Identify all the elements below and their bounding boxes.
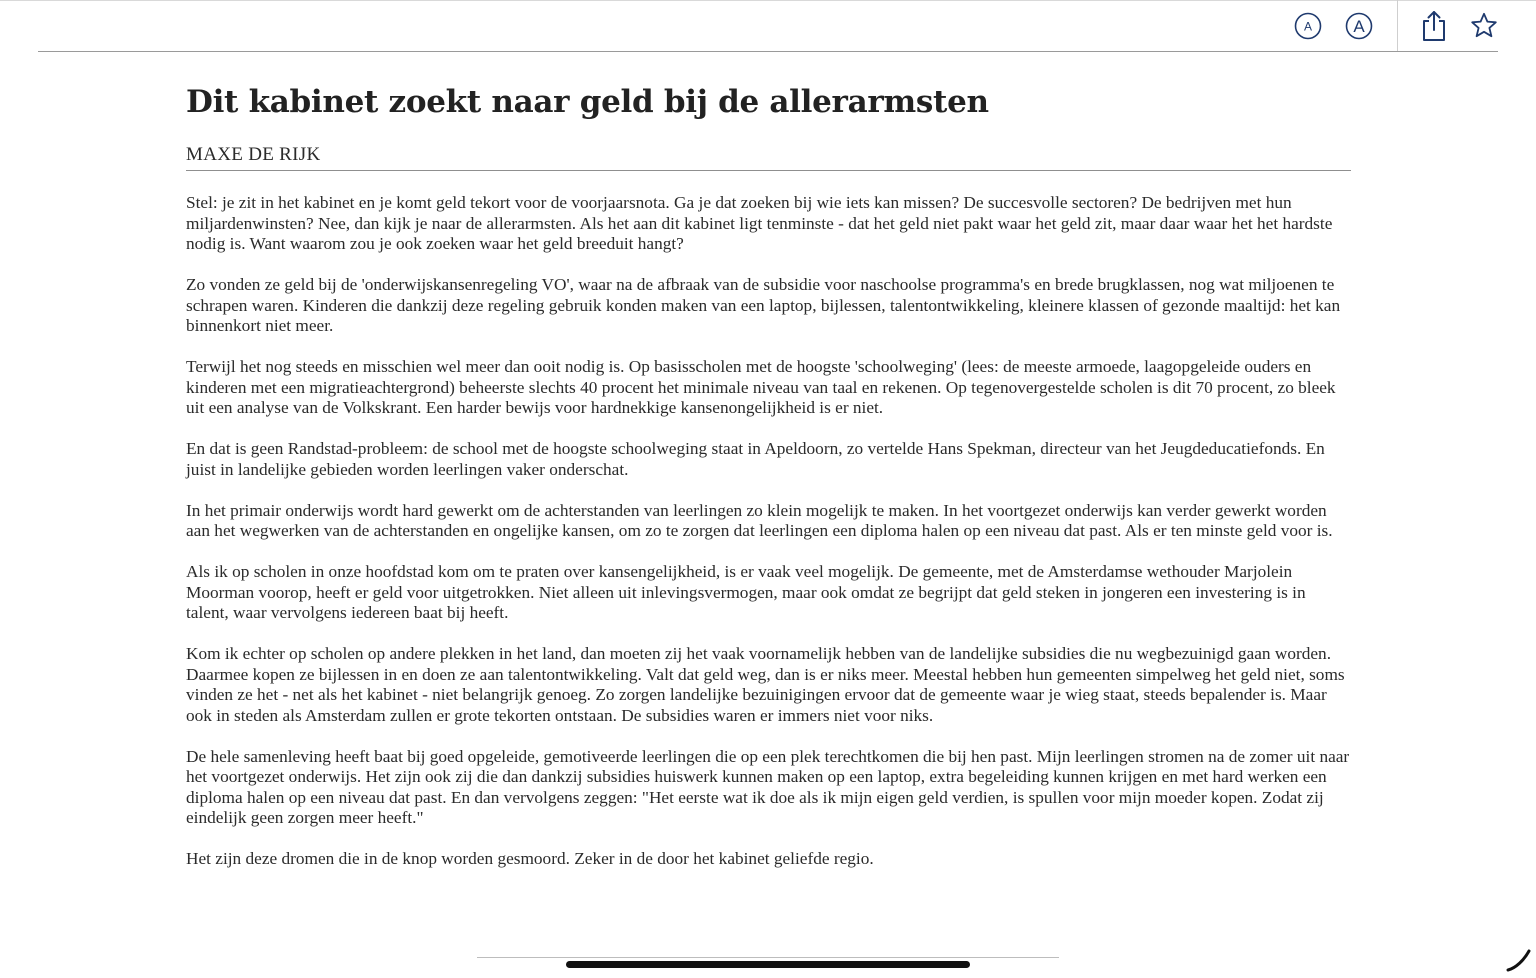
font-larger-letter: A bbox=[1353, 17, 1365, 36]
toolbar-separator bbox=[1397, 0, 1398, 51]
article-paragraph: De hele samenleving heeft baat bij goed opgeleide, gemotiveerde leerlingen die op een plek terechtkomen die bij hen past. Mijn leerlingen stromen na de zomer uit naar het voortgezet onderwijs. Het zijn ook zij die dan dankzij subsidies huiswerk kunnen maken op een laptop, extra begeleiding kunnen krijgen en met hard werken een diploma halen op een niveau dat past. En dan vervolgens zeggen: "Het eerste wat ik doe als ik mijn eigen geld verdien, is spullen voor mijn moeder kopen. Zodat zij eindelijk geen zorgen meer heeft." bbox=[186, 746, 1350, 827]
font-smaller-icon bbox=[1293, 11, 1323, 41]
share-icon bbox=[1420, 9, 1448, 43]
star-icon bbox=[1469, 11, 1499, 41]
article-title: Dit kabinet zoekt naar geld bij de allerarmsten bbox=[186, 84, 989, 120]
article bbox=[186, 80, 1351, 890]
article-paragraph: Stel: je zit in het kabinet en je komt geld tekort voor de voorjaarsnota. Ga je dat zoeken bij wie iets kan missen? De succesvolle sectoren? De bedrijven met hun miljardenwinsten? Nee, dan kijk je naar de allerarmsten. Als het aan dit kabinet ligt tenminste - dat het geld niet pakt waar het geld zit, maar daar waar het het hardste nodig is. Want waarom zou je ook zoeken waar het geld breeduit hangt? bbox=[186, 193, 1333, 253]
pencil-icon[interactable] bbox=[1502, 948, 1532, 972]
font-larger-button[interactable] bbox=[1339, 6, 1379, 46]
article-paragraph: Het zijn deze dromen die in de knop worden gesmoord. Zeker in de door het kabinet geliefde regio. bbox=[186, 849, 874, 868]
font-larger-icon bbox=[1344, 11, 1374, 41]
share-button[interactable] bbox=[1414, 6, 1454, 46]
article-paragraph: Als ik op scholen in onze hoofdstad kom om te praten over kansengelijkheid, is er vaak veel mogelijk. De gemeente, met de Amsterdamse wethouder Marjolein Moorman voorop, heeft er geld voor uitgetrokken. Niet alleen uit inlevingsvermogen, maar ook omdat ze begrijpt dat geld steken in jongeren een investering is in talent, waar vervolgens iedereen baat bij heeft. bbox=[186, 562, 1306, 622]
article-paragraph: En dat is geen Randstad-probleem: de school met de hoogste schoolweging staat in Apeldoorn, zo vertelde Hans Spekman, directeur van het Jeugdeducatiefonds. En juist in landelijke gebieden worden leerlingen vaker onderschat. bbox=[186, 439, 1325, 479]
bookmark-button[interactable] bbox=[1464, 6, 1504, 46]
article-body bbox=[186, 193, 1351, 870]
toolbar-divider bbox=[38, 51, 1498, 52]
article-author: MAXE DE RIJK bbox=[186, 144, 1351, 171]
font-smaller-button[interactable] bbox=[1288, 6, 1328, 46]
article-paragraph: Terwijl het nog steeds en misschien wel meer dan ooit nodig is. Op basisscholen met de hoogste 'schoolweging' (lees: de meeste armoede, laagopgeleide ouders en kinderen met een migratieachtergrond) beheerste slechts 40 procent het minimale niveau van taal en rekenen. Op tegenovergestelde scholen is dit 70 procent, zo bleek uit een analyse van de Volkskrant. Een harder bewijs voor hardnekkige kansenongelijkheid is er niet. bbox=[186, 357, 1336, 417]
top-border bbox=[0, 0, 1536, 1]
article-paragraph: Kom ik echter op scholen op andere plekken in het land, dan moeten zij het vaak voornamelijk hebben van de landelijke subsidies die nu wegbezuinigd gaan worden. Daarmee kopen ze bijlessen in en doen ze aan talentontwikkeling. Valt dat geld weg, dan is er niks meer. Meestal hebben hun gemeenten simpelweg het geld niet, soms vinden ze het - net als het kabinet - niet belangrijk genoeg. Zo zorgen landelijke bezuinigingen ervoor dat de gemeente waar je wieg staat, steeds bepalender is. Maar ook in steden als Amsterdam zullen er grote tekorten ontstaan. De subsidies waren er immers niet voor niks. bbox=[186, 644, 1345, 725]
article-paragraph: Zo vonden ze geld bij de 'onderwijskansenregeling VO', waar na de afbraak van de subsidie voor naschoolse programma's en brede brugklassen, nog wat miljoenen te schrapen waren. Kinderen die dankzij deze regeling gebruik konden maken van een laptop, bijlessen, talentontwikkeling, kleinere klassen of gezonde maaltijd: het kan binnenkort niet meer. bbox=[186, 275, 1341, 335]
article-paragraph: In het primair onderwijs wordt hard gewerkt om de achterstanden van leerlingen zo klein mogelijk te maken. In het voortgezet onderwijs kan verder gewerkt worden aan het wegwerken van de achterstanden en ongelijke kansen, om zo te zorgen dat leerlingen een diploma halen op een niveau dat past. Als er ten minste geld voor is. bbox=[186, 500, 1333, 540]
page-end-divider bbox=[477, 957, 1059, 958]
home-indicator[interactable] bbox=[566, 961, 970, 968]
font-smaller-letter: A bbox=[1303, 19, 1313, 34]
